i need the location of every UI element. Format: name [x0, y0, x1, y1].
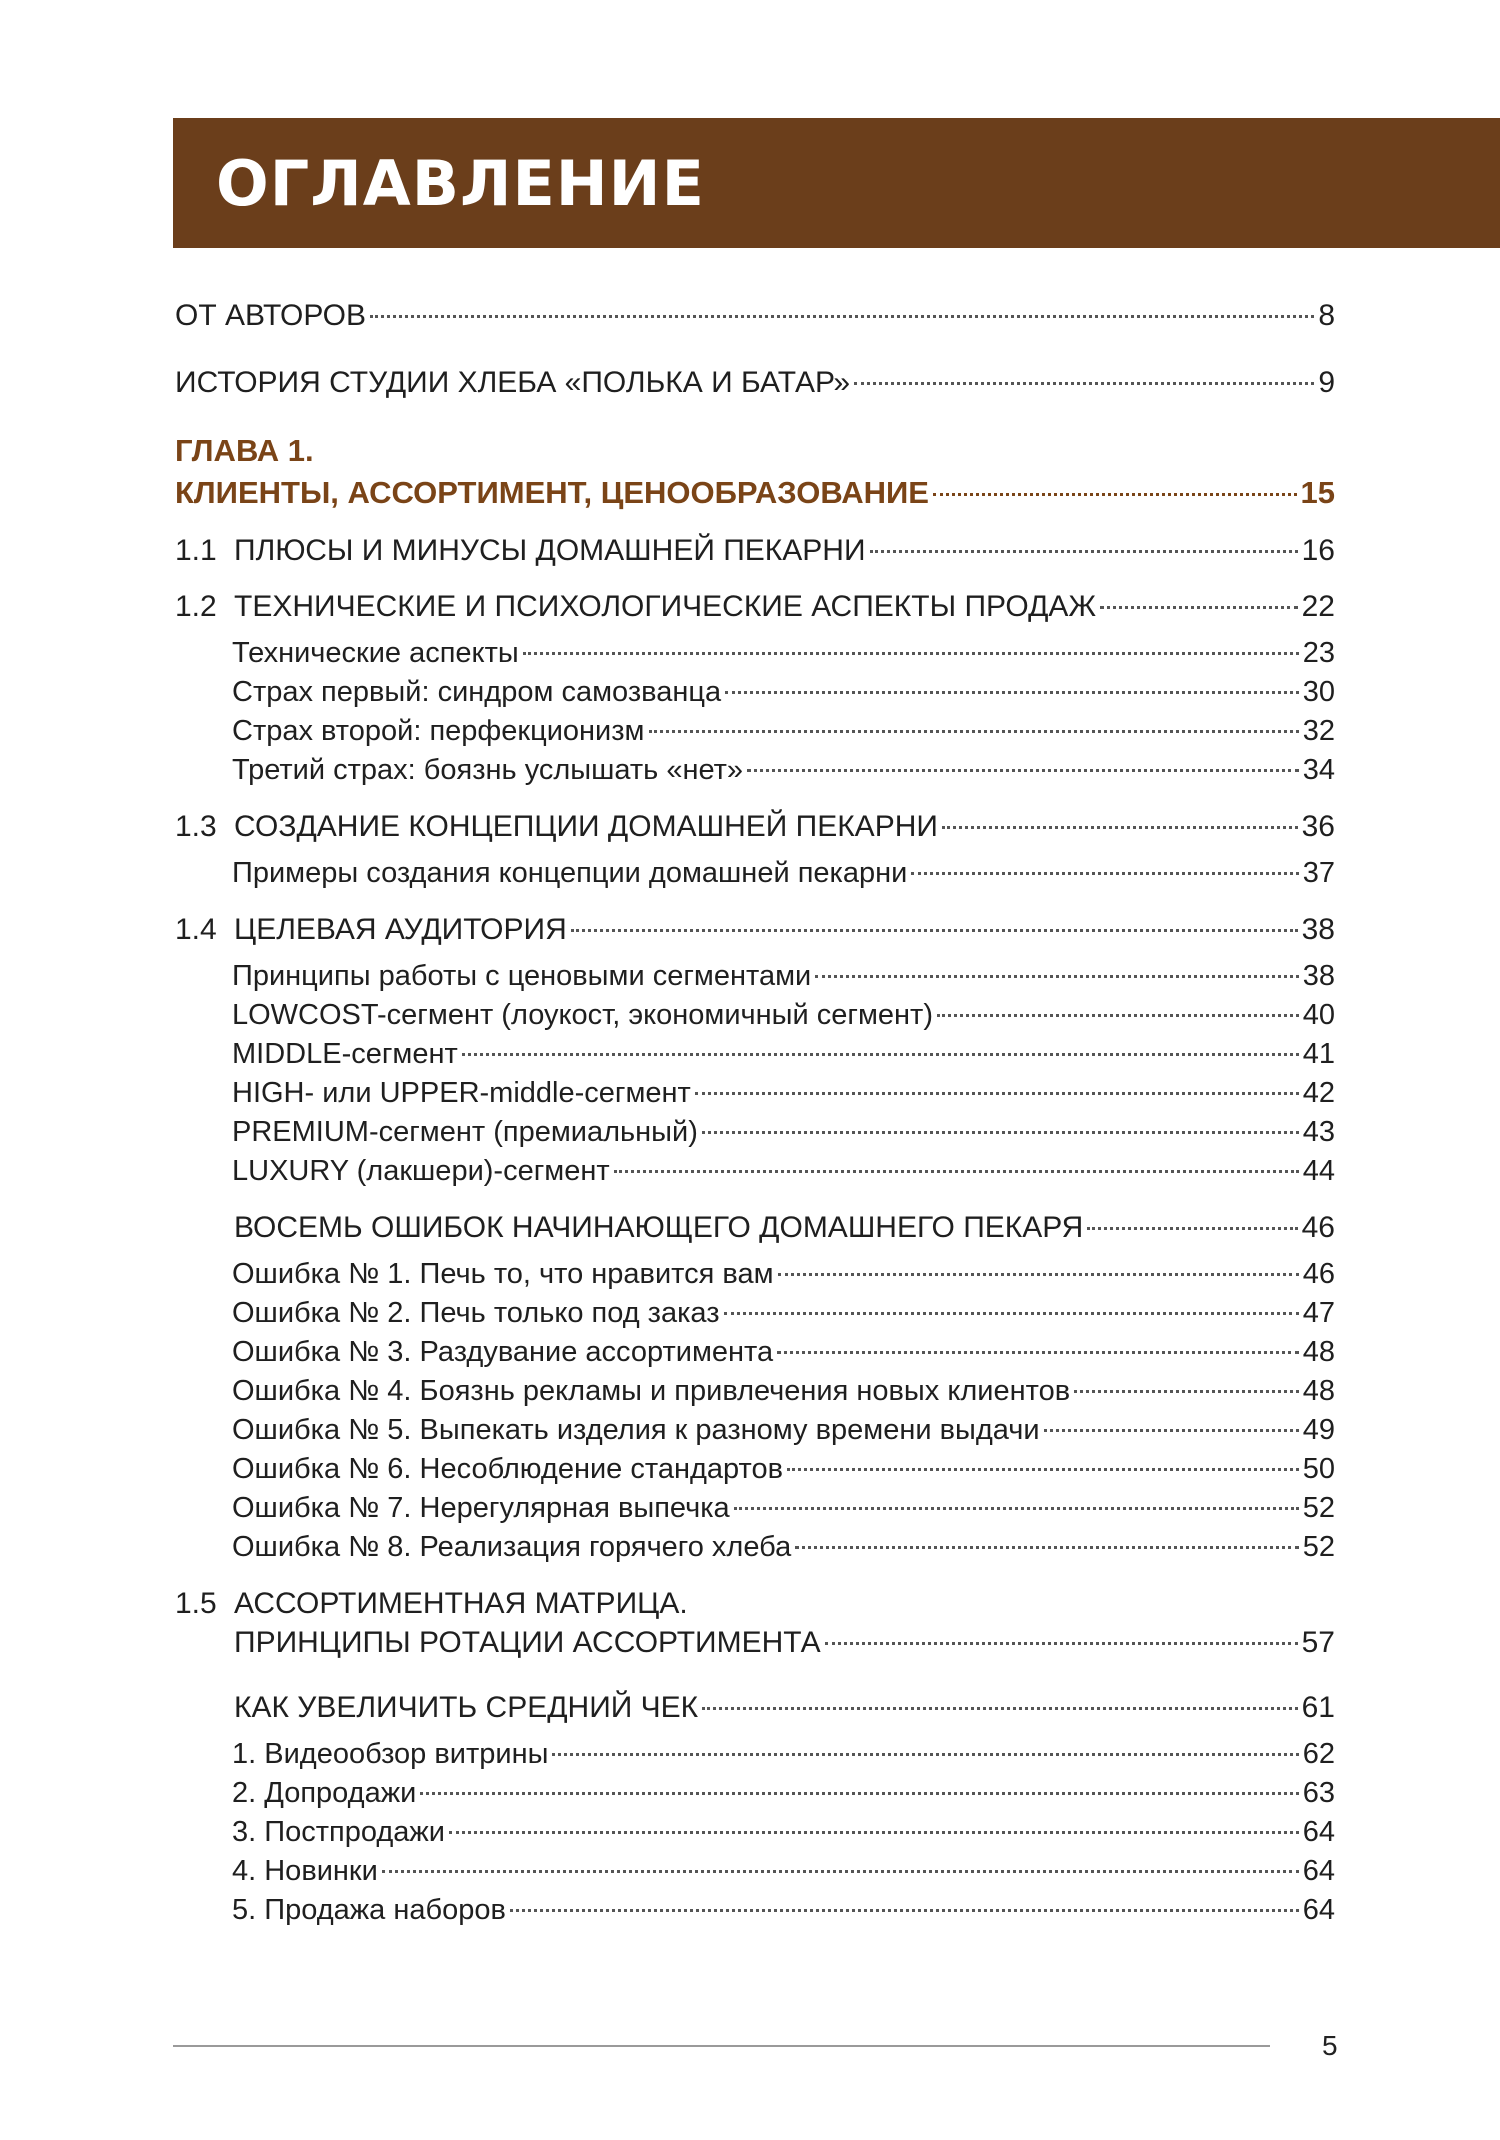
toc-subentry[interactable]	[175, 1113, 1335, 1152]
toc-subentry[interactable]	[175, 1372, 1335, 1411]
toc-page: 50	[1302, 1453, 1335, 1485]
toc-page: 48	[1302, 1336, 1335, 1368]
toc-label: Ошибка № 3. Раздувание ассортимента	[232, 1336, 774, 1368]
toc-subentry[interactable]	[175, 1333, 1335, 1372]
toc-page: 38	[1301, 913, 1335, 946]
toc-subentry[interactable]	[175, 1489, 1335, 1528]
dot-leader	[462, 1053, 1299, 1056]
dot-leader	[1087, 1227, 1297, 1230]
section-title-line2: ПРИНЦИПЫ РОТАЦИИ АССОРТИМЕНТА	[234, 1626, 821, 1659]
group-title: КАК УВЕЛИЧИТЬ СРЕДНИЙ ЧЕК	[234, 1691, 699, 1724]
toc-subentry[interactable]	[175, 1852, 1335, 1891]
toc-label: Ошибка № 4. Боязнь рекламы и привлечения новых клиентов	[232, 1375, 1071, 1407]
section-number: 1.5	[175, 1587, 217, 1620]
toc-subentry[interactable]	[175, 751, 1335, 790]
toc-label: Ошибка № 8. Реализация горячего хлеба	[232, 1531, 792, 1563]
dot-leader	[870, 550, 1298, 553]
section-title: ЦЕЛЕВАЯ АУДИТОРИЯ	[234, 913, 567, 946]
section-title-line1: АССОРТИМЕНТНАЯ МАТРИЦА.	[234, 1587, 688, 1620]
toc-page: 40	[1302, 999, 1335, 1031]
dot-leader	[1044, 1429, 1299, 1432]
toc-label: 2. Допродажи	[232, 1777, 417, 1809]
dot-leader	[370, 315, 1314, 318]
toc-section-1-1[interactable]	[175, 531, 1335, 570]
toc-page: 52	[1302, 1531, 1335, 1563]
toc-label: Ошибка № 6. Несоблюдение стандартов	[232, 1453, 783, 1485]
toc-subentry[interactable]	[175, 1735, 1335, 1774]
chapter-number: ГЛАВА 1.	[175, 433, 314, 468]
toc-label: 1. Видеообзор витрины	[232, 1738, 549, 1770]
toc-subentry[interactable]	[175, 712, 1335, 751]
toc-page: 42	[1302, 1077, 1335, 1109]
section-title: ПЛЮСЫ И МИНУСЫ ДОМАШНЕЙ ПЕКАРНИ	[234, 534, 866, 567]
toc-label: 4. Новинки	[232, 1855, 378, 1887]
toc-subentry[interactable]	[175, 854, 1335, 893]
toc-subentry[interactable]	[175, 1152, 1335, 1191]
toc-page: 15	[1300, 475, 1335, 510]
toc-page: 43	[1302, 1116, 1335, 1148]
toc-subentry[interactable]	[175, 1891, 1335, 1930]
dot-leader	[725, 691, 1299, 694]
toc-label: Ошибка № 5. Выпекать изделия к разному времени выдачи	[232, 1414, 1040, 1446]
toc-subentry[interactable]	[175, 673, 1335, 712]
toc-page: 32	[1302, 715, 1335, 747]
dot-leader	[825, 1642, 1298, 1645]
dot-leader	[795, 1546, 1299, 1549]
toc-subentry[interactable]	[175, 1411, 1335, 1450]
toc-label: MIDDLE-сегмент	[232, 1038, 458, 1070]
section-number: 1.1	[175, 534, 217, 567]
title-banner	[173, 118, 1500, 248]
table-of-contents	[175, 296, 1335, 1930]
toc-label: ИСТОРИЯ СТУДИИ ХЛЕБА «ПОЛЬКА И БАТАР»	[175, 366, 851, 399]
toc-page: 62	[1302, 1738, 1335, 1770]
dot-leader	[778, 1273, 1299, 1276]
toc-page: 34	[1302, 754, 1335, 786]
toc-subentry[interactable]	[175, 1450, 1335, 1489]
toc-label: Страх первый: синдром самозванца	[232, 676, 722, 708]
toc-page: 52	[1302, 1492, 1335, 1524]
toc-page: 57	[1301, 1626, 1335, 1659]
dot-leader	[787, 1468, 1299, 1471]
dot-leader	[510, 1909, 1299, 1912]
toc-page: 46	[1302, 1258, 1335, 1290]
footer-divider	[173, 2045, 1270, 2047]
dot-leader	[523, 652, 1299, 655]
toc-page: 8	[1318, 299, 1335, 332]
dot-leader	[942, 826, 1298, 829]
toc-section-1-3[interactable]	[175, 807, 1335, 846]
dot-leader	[747, 769, 1299, 772]
toc-subentry[interactable]	[175, 1035, 1335, 1074]
dot-leader	[854, 382, 1314, 385]
dot-leader	[552, 1753, 1298, 1756]
dot-leader	[702, 1131, 1299, 1134]
toc-group-average-check[interactable]	[175, 1688, 1335, 1727]
toc-page: 22	[1301, 590, 1335, 623]
toc-page: 36	[1301, 810, 1335, 843]
toc-page: 30	[1302, 676, 1335, 708]
section-title: СОЗДАНИЕ КОНЦЕПЦИИ ДОМАШНЕЙ ПЕКАРНИ	[234, 810, 938, 843]
dot-leader	[777, 1351, 1299, 1354]
section-number: 1.2	[175, 590, 217, 623]
toc-page: 37	[1302, 857, 1335, 889]
toc-section-1-4[interactable]	[175, 910, 1335, 949]
toc-label: Страх второй: перфекционизм	[232, 715, 645, 747]
toc-label: LUXURY (лакшери)-сегмент	[232, 1155, 610, 1187]
toc-label: LOWCOST-сегмент (лоукост, экономичный сегмент)	[232, 999, 933, 1031]
dot-leader	[702, 1707, 1297, 1710]
dot-leader	[614, 1170, 1299, 1173]
toc-subentry[interactable]	[175, 1074, 1335, 1113]
toc-page: 23	[1302, 637, 1335, 669]
toc-page: 64	[1302, 1855, 1335, 1887]
toc-page: 16	[1301, 534, 1335, 567]
chapter-heading[interactable]	[175, 430, 1335, 514]
toc-label: Ошибка № 1. Печь то, что нравится вам	[232, 1258, 774, 1290]
dot-leader	[815, 975, 1299, 978]
toc-page: 61	[1301, 1691, 1335, 1724]
toc-group-mistakes[interactable]	[175, 1208, 1335, 1247]
section-number: 1.4	[175, 913, 217, 946]
toc-subentry[interactable]	[175, 1528, 1335, 1567]
toc-label: ОТ АВТОРОВ	[175, 299, 367, 332]
dot-leader	[724, 1312, 1299, 1315]
page-number: 5	[1322, 2030, 1338, 2061]
toc-subentry[interactable]	[175, 957, 1335, 996]
toc-subentry[interactable]	[175, 996, 1335, 1035]
section-number: 1.3	[175, 810, 217, 843]
toc-page: 49	[1302, 1414, 1335, 1446]
dot-leader	[420, 1792, 1298, 1795]
dot-leader	[649, 730, 1299, 733]
toc-label: Третий страх: боязнь услышать «нет»	[232, 754, 744, 786]
dot-leader	[1100, 606, 1298, 609]
toc-entry-authors[interactable]	[175, 296, 1335, 335]
toc-label: 5. Продажа наборов	[232, 1894, 506, 1926]
toc-subentry[interactable]	[175, 1774, 1335, 1813]
page-title: ОГЛАВЛЕНИЕ	[216, 147, 705, 220]
dot-leader	[382, 1870, 1299, 1873]
toc-page: 41	[1302, 1038, 1335, 1070]
dot-leader	[1074, 1390, 1299, 1393]
toc-section-1-2[interactable]	[175, 587, 1335, 626]
group-title: ВОСЕМЬ ОШИБОК НАЧИНАЮЩЕГО ДОМАШНЕГО ПЕКАРЯ	[234, 1211, 1084, 1244]
toc-page: 64	[1302, 1894, 1335, 1926]
toc-page: 46	[1301, 1211, 1335, 1244]
toc-page: 47	[1302, 1297, 1335, 1329]
dot-leader	[937, 1014, 1299, 1017]
toc-label: Примеры создания концепции домашней пекарни	[232, 857, 908, 889]
dot-leader	[911, 872, 1298, 875]
dot-leader	[571, 929, 1298, 932]
toc-page: 48	[1302, 1375, 1335, 1407]
toc-label: HIGH- или UPPER-middle-сегмент	[232, 1077, 691, 1109]
toc-page: 44	[1302, 1155, 1335, 1187]
dot-leader	[933, 493, 1297, 496]
toc-label: Технические аспекты	[232, 637, 519, 669]
chapter-title: КЛИЕНТЫ, АССОРТИМЕНТ, ЦЕНООБРАЗОВАНИЕ	[175, 475, 929, 510]
toc-section-1-5[interactable]	[175, 1584, 1335, 1662]
toc-page: 63	[1302, 1777, 1335, 1809]
toc-subentry[interactable]	[175, 634, 1335, 673]
dot-leader	[449, 1831, 1299, 1834]
dot-leader	[734, 1507, 1299, 1510]
toc-page: 9	[1318, 366, 1335, 399]
toc-subentry[interactable]	[175, 1813, 1335, 1852]
toc-label: PREMIUM-сегмент (премиальный)	[232, 1116, 698, 1148]
dot-leader	[695, 1092, 1299, 1095]
toc-page: 64	[1302, 1816, 1335, 1848]
section-title: ТЕХНИЧЕСКИЕ И ПСИХОЛОГИЧЕСКИЕ АСПЕКТЫ ПРОДАЖ	[234, 590, 1097, 623]
toc-label: 3. Постпродажи	[232, 1816, 445, 1848]
toc-entry-history[interactable]	[175, 363, 1335, 402]
toc-label: Ошибка № 7. Нерегулярная выпечка	[232, 1492, 730, 1524]
toc-subentry[interactable]	[175, 1255, 1335, 1294]
toc-label: Ошибка № 2. Печь только под заказ	[232, 1297, 720, 1329]
toc-label: Принципы работы с ценовыми сегментами	[232, 960, 812, 992]
toc-subentry[interactable]	[175, 1294, 1335, 1333]
toc-page: 38	[1302, 960, 1335, 992]
